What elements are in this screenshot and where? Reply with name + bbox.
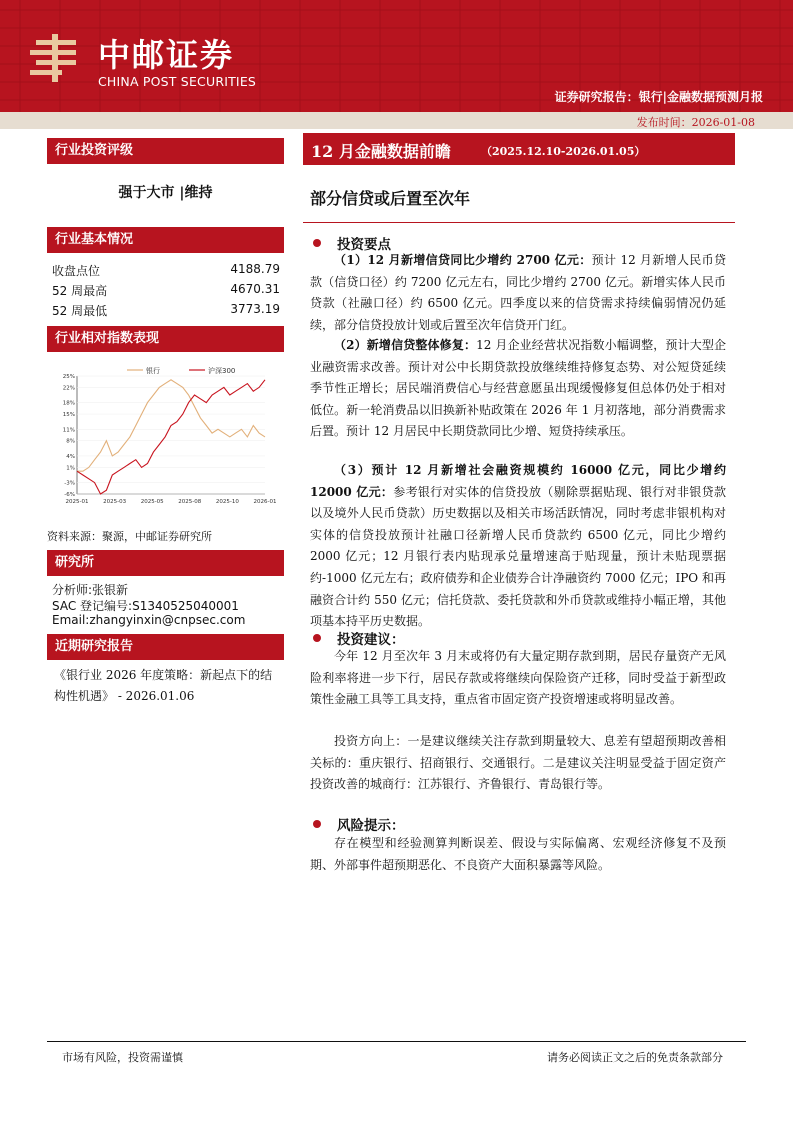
publish-date: 发布时间：2026-01-08 [636, 116, 755, 129]
y-tick-label: 1% [66, 465, 75, 472]
bullet-icon [313, 239, 321, 247]
footer-disclaimer: 请务必阅读正文之后的免责条款部分 [547, 1051, 723, 1064]
x-tick-label: 2026-01 [253, 499, 277, 505]
x-tick-label: 2025-08 [178, 499, 202, 505]
brand-name-en: CHINA POST SECURITIES [98, 74, 257, 89]
y-tick-label: -3% [64, 480, 75, 487]
analyst-email[interactable]: Email:zhangyinxin@cnpsec.com [52, 613, 246, 627]
y-tick-label: 25% [62, 374, 75, 380]
basics-row-low [52, 302, 280, 319]
section-risk [313, 814, 405, 834]
paragraph-body: 今年 12 月至次年 3 月末或将仍有大量定期存款到期，居民存量资产无风险利率将进一步下行，居民存款或将继续向保险资产迁移，同时受益于新型政策性金融工具等工具支持，重点省市固定资产投资增速或将明显改善。 [310, 649, 726, 707]
section-title: 投资建议： [337, 632, 405, 648]
paragraph-body: 12 月企业经营状况指数小幅调整，预计大型企业融资需求改善。预计对公中长期贷款投放继续维持修复态势、对公短贷延续季节性正增长；居民端消费信心与经营意愿虽出现缓慢修复但总体仍处于相对低位。新一轮消费品以旧换新补贴政策在 2026 年 1 月初落地，部分消费需求后置。预计 12 月居民中长期贷款同比少增、短贷持续承压。 [310, 338, 726, 439]
recent-report-item[interactable]: 《银行业 2026 年度策略：新起点下的结构性机遇》 - 2026.01.06 [54, 668, 273, 703]
y-tick-label: 4% [66, 453, 75, 460]
legend-label: 沪深300 [208, 367, 236, 375]
x-tick-label: 2025-03 [103, 499, 127, 505]
y-tick-label: 18% [62, 400, 75, 407]
research-header: 研究所 [47, 550, 284, 576]
legend-label: 银行 [146, 367, 160, 375]
paragraph-direction [310, 731, 726, 796]
bullet-icon [313, 820, 321, 828]
rating-header: 行业投资评级 [47, 138, 284, 164]
paragraph-body: 预计 12 月新增人民币贷款（信贷口径）约 7200 亿元左右，同比少增约 2700 亿元。新增实体人民币贷款（社融口径）约 6500 亿元。四季度以来的信贷需求持续偏弱情况仍延续，部分信贷投放计划或后置至次年信贷开门红。 [310, 253, 726, 332]
basics-label: 52 周最低 [52, 304, 108, 318]
relative-performance-chart [57, 362, 277, 512]
paragraph-risk [310, 833, 726, 876]
basics-row-close [52, 262, 280, 279]
china-post-logo-icon [30, 34, 82, 82]
paragraph-body: 存在模型和经验测算判断误差、假设与实际偏离、宏观经济修复不及预期、外部事件超预期恶化、不良资产大面积暴露等风险。 [310, 836, 726, 872]
chart-svg [57, 362, 277, 512]
paragraph-lead: （2）新增信贷整体修复： [334, 338, 477, 352]
report-title: 12 月金融数据前瞻 [311, 142, 451, 161]
bullet-icon [313, 634, 321, 642]
paragraph-lead: （3）预计 12 月新增社会融资规模约 16000 亿元，同比少增约 12000 亿元： [310, 463, 726, 499]
chart-source: 资料来源：聚源，中邮证券研究所 [47, 530, 212, 543]
footer-risk-note: 市场有风险，投资需谨慎 [62, 1051, 183, 1064]
basics-row-high [52, 282, 280, 299]
paragraph-advice [310, 646, 726, 711]
x-tick-label: 2025-10 [215, 499, 239, 505]
y-tick-label: 15% [62, 412, 75, 419]
y-tick-label: 22% [62, 385, 75, 392]
recent-reports-header: 近期研究报告 [47, 634, 284, 660]
section-title: 风险提示： [337, 818, 405, 834]
analyst-name: 分析师:张银新 [52, 583, 129, 597]
basics-header: 行业基本情况 [47, 227, 284, 253]
report-subtitle: 部分信贷或后置至次年 [310, 189, 471, 208]
y-tick-label: 11% [62, 427, 75, 434]
paragraph-lead: （1）12 月新增信贷同比少增约 2700 亿元： [334, 253, 592, 267]
basics-label: 收盘点位 [52, 264, 101, 278]
analyst-sac: SAC 登记编号:S1340525040001 [52, 599, 239, 613]
paragraph-body: 参考银行对实体的信贷投放（剔除票据贴现、银行对非银贷款以及境外人民币贷款）历史数据以及相关市场活跃情况，同时考虑非银机构对实体的信贷投放预计社融口径新增人民币贷款约 6500 亿元，同比少增约 2000 亿元；12 月银行表内贴现承兑量增速高于贴现量，预计未贴现票据约-1000 亿元左右；政府债券和企业债券合计净融资约 7000 亿元；IPO 和再融资合计约 550 亿元；信托贷款、委托贷款和外币贷款或维持小幅正增，其他项基本持平历史数据。 [310, 484, 726, 629]
report-period: （2025.12.10-2026.01.05） [481, 145, 646, 158]
x-tick-label: 2025-01 [65, 499, 89, 505]
header-banner [0, 0, 793, 112]
performance-header: 行业相对指数表现 [47, 326, 284, 352]
section-investment-advice [313, 628, 405, 648]
basics-value: 4188.79 [230, 262, 280, 276]
series-line-csi300 [77, 380, 265, 494]
basics-value: 4670.31 [230, 282, 280, 296]
section-title: 投资要点 [337, 237, 391, 253]
paragraph-body: 投资方向上：一是建议继续关注存款到期量较大、息差有望超预期改善相关标的：重庆银行、招商银行、交通银行。二是建议关注明显受益于固定资产投资改善的城商行：江苏银行、齐鲁银行、青岛银行等。 [310, 734, 726, 792]
brand-name-cn: 中邮证券 [98, 36, 235, 74]
basics-label: 52 周最高 [52, 284, 108, 298]
footer-rule [47, 1041, 746, 1042]
paragraph-social-financing [310, 460, 726, 633]
industry-rating: 强于大市 |维持 [118, 185, 213, 201]
paragraph-credit-repair [310, 335, 726, 443]
title-bar [303, 133, 735, 165]
basics-value: 3773.19 [230, 302, 280, 316]
y-tick-label: -6% [64, 492, 75, 498]
divider [303, 222, 735, 223]
report-category: 证券研究报告：银行|金融数据预测月报 [554, 90, 763, 104]
y-tick-label: 8% [66, 438, 75, 445]
paragraph-new-credit [310, 250, 726, 336]
x-tick-label: 2025-05 [140, 499, 164, 505]
